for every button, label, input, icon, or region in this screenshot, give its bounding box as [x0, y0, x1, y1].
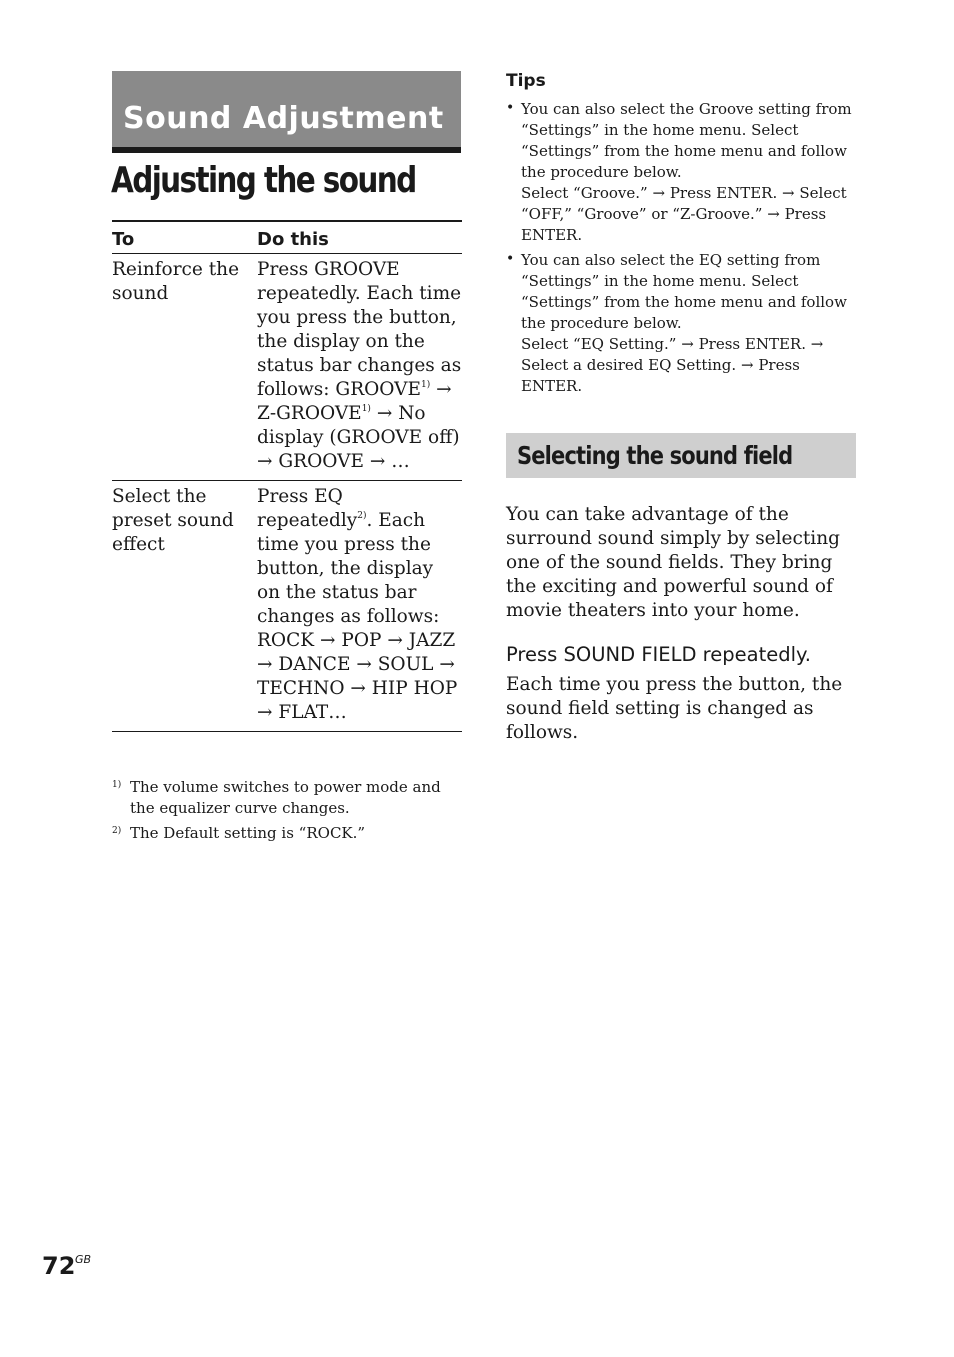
footnote-text: The volume switches to power mode and the equalizer curve changes.	[130, 778, 441, 817]
sequence-item: …	[391, 451, 410, 472]
table-header-do-this: Do this	[257, 221, 462, 254]
sequence-item: Select “OFF,” “Groove” or “Z-Groove.”	[521, 184, 847, 223]
footnote	[112, 823, 462, 844]
subsection-title: Selecting the sound field	[517, 441, 793, 470]
section-title: Sound Adjustment	[123, 101, 444, 136]
tip-description: You can also select the EQ setting from “Settings” in the home menu. Select “Settings” from the home menu and follow the procedure below.	[521, 251, 847, 332]
footnote-mark: 2)	[112, 826, 122, 836]
subsection-banner	[506, 433, 856, 478]
sequence-item: Select a desired EQ Setting.	[521, 356, 737, 374]
arrow-icon: →	[767, 205, 780, 223]
arrow-icon: →	[681, 335, 694, 353]
table-cell-to: Reinforce the sound	[112, 254, 257, 481]
tip-sequence	[521, 183, 861, 246]
sequence-item: Press ENTER.	[698, 335, 806, 353]
tip-description: You can also select the Groove setting from “Settings” in the home menu. Select “Settings” from the home menu and follow the procedure below.	[521, 100, 852, 181]
sequence-item: ROCK	[257, 630, 315, 651]
table-header-to: To	[112, 221, 257, 254]
tips-title: Tips	[506, 71, 546, 91]
sequence-item: TECHNO	[257, 678, 345, 699]
bullet-icon: •	[506, 251, 515, 267]
sound-field-intro: You can take advantage of the surround sound simply by selecting one of the sound fields. They bring the exciting and powerful sound of movie theaters into your home.	[506, 504, 840, 621]
footnote-ref: 1)	[361, 404, 371, 414]
sequence-item: SOUL	[377, 654, 434, 675]
arrow-icon: →	[350, 678, 366, 699]
sequence-item: GROOVE	[335, 379, 422, 400]
row-detail: Each time you press the button, the display on the status bar changes as follows:	[257, 510, 440, 627]
section-banner	[112, 71, 461, 153]
arrow-icon: →	[652, 184, 666, 202]
arrow-icon: →	[369, 451, 386, 472]
sequence-item: DANCE	[278, 654, 351, 675]
footnote-mark: 1)	[112, 780, 122, 790]
arrow-icon: →	[257, 654, 273, 675]
arrow-icon: →	[257, 451, 273, 472]
tip-item	[506, 99, 861, 246]
page-number: 72	[42, 1252, 76, 1280]
arrow-icon: →	[436, 379, 452, 400]
row-instruction-end: .	[366, 510, 373, 531]
tip-sequence	[521, 334, 861, 397]
arrow-icon: →	[257, 702, 273, 723]
table-row	[112, 254, 462, 481]
row-detail: Each time you press the button, the display on the status bar changes as follows:	[257, 283, 462, 400]
sequence-item: Z-GROOVE	[257, 403, 362, 424]
sequence-item: POP	[341, 630, 382, 651]
arrow-icon: →	[810, 335, 824, 353]
tip-text	[506, 250, 861, 397]
footnote-ref: 1)	[421, 380, 431, 390]
table-cell-to: Select the preset sound effect	[112, 481, 257, 732]
arrow-icon: →	[439, 654, 455, 675]
sequence-item: JAZZ	[408, 630, 456, 651]
arrow-icon: →	[319, 630, 336, 651]
sequence-item: Press ENTER.	[521, 205, 827, 244]
arrow-icon: →	[387, 630, 403, 651]
arrow-icon: →	[356, 654, 372, 675]
step-instruction: Press SOUND FIELD repeatedly.	[506, 643, 811, 666]
arrow-icon: →	[782, 184, 795, 202]
table-row	[112, 481, 462, 732]
sequence-item: HIP HOP	[371, 678, 458, 699]
table-cell-do	[257, 254, 462, 481]
sequence-item: Select “EQ Setting.”	[521, 335, 677, 353]
sequence-item: FLAT…	[278, 702, 347, 723]
sequence-item: GROOVE	[278, 451, 364, 472]
footnote-ref: 2)	[357, 511, 367, 521]
step-detail: Each time you press the button, the sound field setting is changed as follows.	[506, 674, 843, 743]
footnote	[112, 777, 462, 819]
bullet-icon: •	[506, 100, 515, 116]
table-cell-do	[257, 481, 462, 732]
tip-text	[506, 99, 861, 246]
page-title: Adjusting the sound	[111, 160, 416, 201]
row-instruction: Press EQ repeatedly	[257, 486, 358, 531]
sequence-item: Press ENTER.	[521, 356, 800, 395]
sequence-item: Select “Groove.”	[521, 184, 648, 202]
tip-item	[506, 250, 861, 397]
row-instruction: Press GROOVE repeatedly.	[257, 259, 400, 304]
instruction-table	[112, 220, 462, 732]
arrow-icon: →	[376, 403, 393, 424]
page-region-code: GB	[75, 1253, 92, 1266]
sequence-item: Press ENTER.	[669, 184, 778, 202]
footnote-text: The Default setting is “ROCK.”	[130, 824, 366, 842]
arrow-icon: →	[740, 356, 754, 374]
sequence-item: No display (GROOVE off)	[257, 403, 460, 448]
